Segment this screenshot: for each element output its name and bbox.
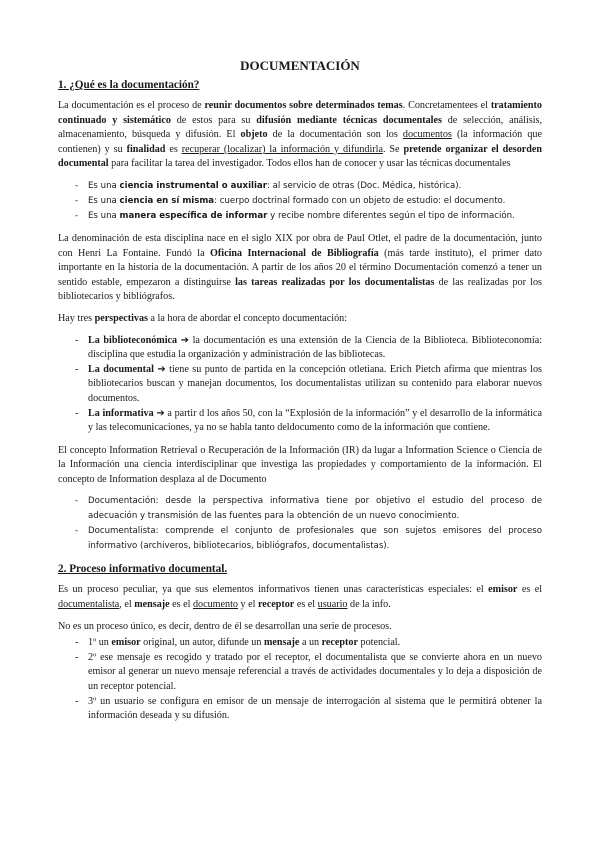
arrow-icon: ➔ bbox=[156, 407, 165, 419]
section-1-paragraph-1: La documentación es el proceso de reunir documentos sobre determinados temas. Concretamentees el tratamiento continuado y sistemático de estos para su difusión mediante técnicas documentales de selección, análisis, almacenamiento, búsqueda y difusión. El objeto de la documentación son los documentos (la información que contienen) y su finalidad es recuperar (localizar) la información y difundirla. Se pretende organizar el desorden documental para facilitar la tarea del investigador. Todos ellos han de conocer y usar las técnicas documentales bbox=[58, 100, 543, 170]
section-1-paragraph-2: La denominación de esta disciplina nace en el siglo XIX por obra de Paul Otlet, el padre de la documentación, junto con Henri La Fontaine. Fundó la Oficina Internacional de Bibliografía (más tarde instituto), el primer dato importante en la historia de la documentación. A partir de los años 20 el término Documentación comenzó a tener un sentido estable, empezaron a distinguirse las tareas realizadas por los documentalistas de las realizadas por los bibliotecarios y bibliógrafos. bbox=[58, 232, 542, 303]
list-item: - Es una ciencia en sí misma: cuerpo doctrinal formado con un objeto de estudio: el documento. bbox=[58, 194, 542, 209]
perspectives-list bbox=[58, 334, 542, 436]
section-2-paragraph-1: Es un proceso peculiar, ya que sus elementos informativos tienen unas características especiales: el emisor es el documentalista, el mensaje es el documento y el receptor es el usuario de la info. bbox=[58, 584, 543, 611]
list-item: - 1º un emisor original, un autor, difunde un mensaje a un receptor potencial. bbox=[58, 636, 542, 651]
list-item: - La documental ➔ tiene su punto de partida en la concepción otletiana. Erich Pietch afirma que mientras los bibliotecarios buscan y manejan documentos, los documentalistas utilizan su contenido para elaborar nuevos documentos. bbox=[58, 363, 542, 407]
list-item: - Es una ciencia instrumental o auxiliar: al servicio de otras (Doc. Médica, histórica). bbox=[58, 179, 542, 194]
process-list bbox=[58, 636, 542, 724]
section-2-paragraph-2: No es un proceso único, es decir, dentro de él se desarrollan una serie de procesos. bbox=[58, 620, 392, 632]
list-item: - La biblioteconómica ➔ la documentación es una extensión de la Ciencia de la Biblioteca. Biblioteconomía: disciplina que estudia la organización y administración de las bibliotecas. bbox=[58, 334, 542, 363]
list-item: - 3º un usuario se configura en emisor de un mensaje de interrogación al sistema que le permitirá obtener la información deseada y su difusión. bbox=[58, 695, 542, 724]
list-item: - 2º ese mensaje es recogido y tratado por el receptor, el documentalista que se convierte ahora en un nuevo emisor al generar un nuevo mensaje referencial a través de actividades documentales y lo deja a disposición de un receptor potencial. bbox=[58, 651, 542, 695]
section-1-paragraph-4: El concepto Information Retrieval o Recuperación de la Información (IR) da lugar a Information Science o Ciencia de la Información una ciencia interdisciplinar que investiga las propiedades y comportamiento de la información. El concepto de Information desplaza al de Documento bbox=[58, 444, 542, 485]
arrow-icon: ➔ bbox=[157, 363, 166, 375]
list-item: - Documentalista: comprende el conjunto de profesionales que son sujetos emisores del proceso informativo (archiveros, bibliotecarios, bibliógrafos, documentalistas). bbox=[58, 524, 542, 554]
section-2-heading: 2. Proceso informativo documental. bbox=[58, 563, 228, 576]
page-title: DOCUMENTACIÓN bbox=[240, 58, 360, 73]
concepts-list bbox=[58, 494, 542, 554]
section-1-paragraph-3: Hay tres perspectivas a la hora de abordar el concepto documentación: bbox=[58, 312, 348, 324]
list-item: - Es una manera específica de informar y recibe nombre diferentes según el tipo de información. bbox=[58, 209, 542, 224]
list-item: - Documentación: desde la perspectiva informativa tiene por objetivo el estudio del proceso de adecuación y transmisión de las fuentes para la obtención de un nuevo conocimiento. bbox=[58, 494, 542, 524]
definition-list bbox=[58, 179, 542, 224]
list-item: - La informativa ➔ a partir d los años 50, con la “Explosión de la información” y el desarrollo de la informática y las telecomunicaciones, ya no se habla tanto deldocumento como de la información que contiene. bbox=[58, 407, 542, 436]
arrow-icon: ➔ bbox=[180, 334, 190, 346]
section-1-heading: 1. ¿Qué es la documentación? bbox=[58, 79, 200, 91]
